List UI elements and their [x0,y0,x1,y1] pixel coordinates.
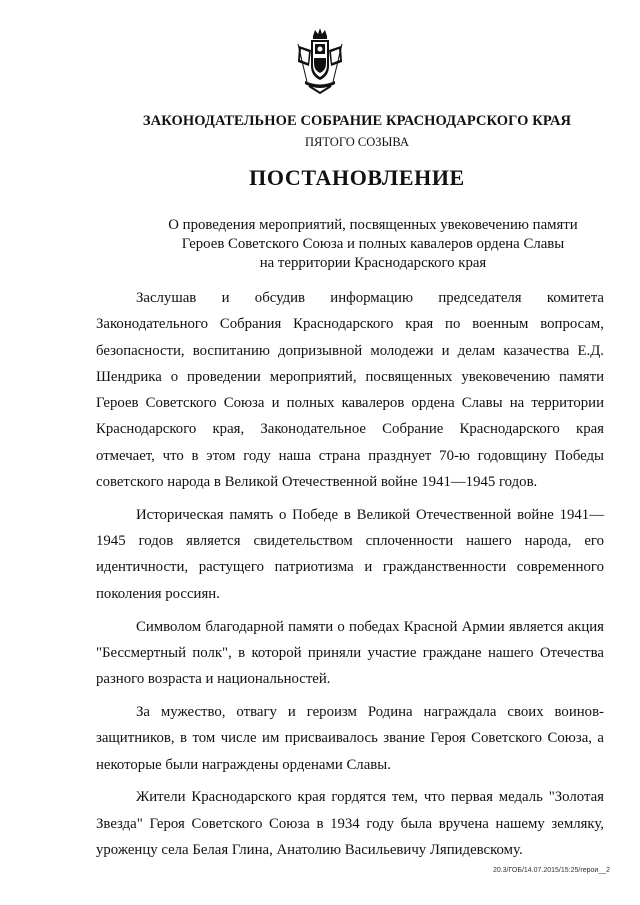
subject-line: Героев Советского Союза и полных кавалеров ордена Славы [181,236,565,252]
body-paragraph: За мужество, отвагу и героизм Родина награждала своих воинов-защитников, в том числе им присваивалось звание Героя Советского Союза, а некоторые были награждены орденами Славы. [96,703,604,773]
document-code: 20.3/ГОБ/14.07.2015/15:25/герои__2 [492,867,610,874]
body-paragraph: Историческая память о Победе в Великой Отечественной войне 1941—1945 годов является свидетельством сплоченности нашего народа, его идентичности, растущего патриотизма и гражданственности современного поколения россиян. [96,506,604,602]
document-type-title: ПОСТАНОВЛЕНИЕ [249,165,465,190]
document-body [96,285,604,870]
body-paragraph: Символом благодарной памяти о победах Красной Армии является акция "Бессмертный полк", в которой приняли участие граждане нашего Отечества разного возраста и национальностей. [96,618,604,688]
subject-line: О проведения мероприятий, посвященных увековечению памяти [168,217,578,233]
organization-name: ЗАКОНОДАТЕЛЬНОЕ СОБРАНИЕ КРАСНОДАРСКОГО КРАЯ [142,113,572,129]
convocation-label: ПЯТОГО СОЗЫВА [304,135,410,149]
coat-of-arms-icon [295,26,345,96]
body-paragraph: Заслушав и обсудив информацию председателя комитета Законодательного Собрания Краснодарского края по военным вопросам, безопасности, воспитанию допризывной молодежи и делам казачества Е.Д. Шендрика о проведении мероприятий, посвященных увековечению памяти Героев Советского Союза и полных кавалеров ордена Славы на территории Краснодарского края, Законодательное Собрание Краснодарского края отмечает, что в этом году наша страна празднует 70-ю годовщину Победы советского народа в Великой Отечественной войне 1941—1945 годов. [96,290,604,491]
body-paragraph: Жители Краснодарского края гордятся тем, что первая медаль "Золотая Звезда" Героя Советского Союза в 1934 году была вручена нашему земляку, уроженцу села Белая Глина, Анатолию Васильевичу Ляпидевскому. [96,789,604,858]
document-subject [146,216,600,273]
subject-line: на территории Краснодарского края [259,255,487,271]
